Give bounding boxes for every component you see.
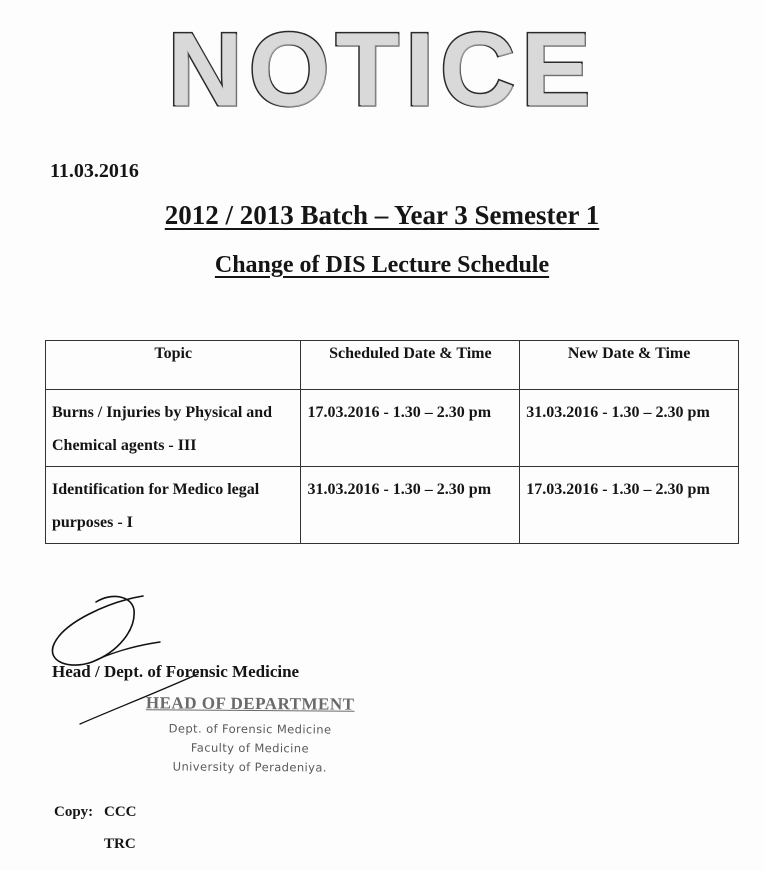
schedule-table (45, 340, 739, 544)
notice-title: NOTICE (167, 12, 597, 128)
copy-recipient: TRC (104, 836, 136, 852)
table-row (46, 467, 739, 544)
table-header-row (46, 341, 739, 390)
row-new: 31.03.2016 - 1.30 – 2.30 pm (520, 390, 739, 467)
header-scheduled: Scheduled Date & Time (301, 341, 520, 390)
stamp-line: Faculty of Medicine (190, 740, 310, 756)
row-scheduled: 31.03.2016 - 1.30 – 2.30 pm (301, 467, 520, 544)
department-stamp (140, 693, 361, 778)
stamp-line: University of Peradeniya. (172, 759, 327, 775)
row-topic: Identification for Medico legal purposes - I (46, 467, 301, 544)
header-topic: Topic (46, 341, 301, 390)
row-scheduled: 17.03.2016 - 1.30 – 2.30 pm (301, 390, 520, 467)
row-topic: Burns / Injuries by Physical and Chemical agents - III (46, 390, 301, 467)
row-new: 17.03.2016 - 1.30 – 2.30 pm (520, 467, 739, 544)
table-row (46, 390, 739, 467)
header-new: New Date & Time (520, 341, 739, 390)
stamp-line: Dept. of Forensic Medicine (168, 721, 332, 737)
signatory-title: Head / Dept. of Forensic Medicine (52, 662, 300, 681)
batch-heading: 2012 / 2013 Batch – Year 3 Semester 1 (164, 200, 600, 230)
stamp-main-text: HEAD OF DEPARTMENT (145, 693, 355, 714)
schedule-change-heading: Change of DIS Lecture Schedule (214, 252, 550, 278)
copy-label: Copy: (54, 804, 94, 820)
copy-recipient: CCC (104, 804, 137, 820)
notice-date: 11.03.2016 (50, 160, 139, 182)
